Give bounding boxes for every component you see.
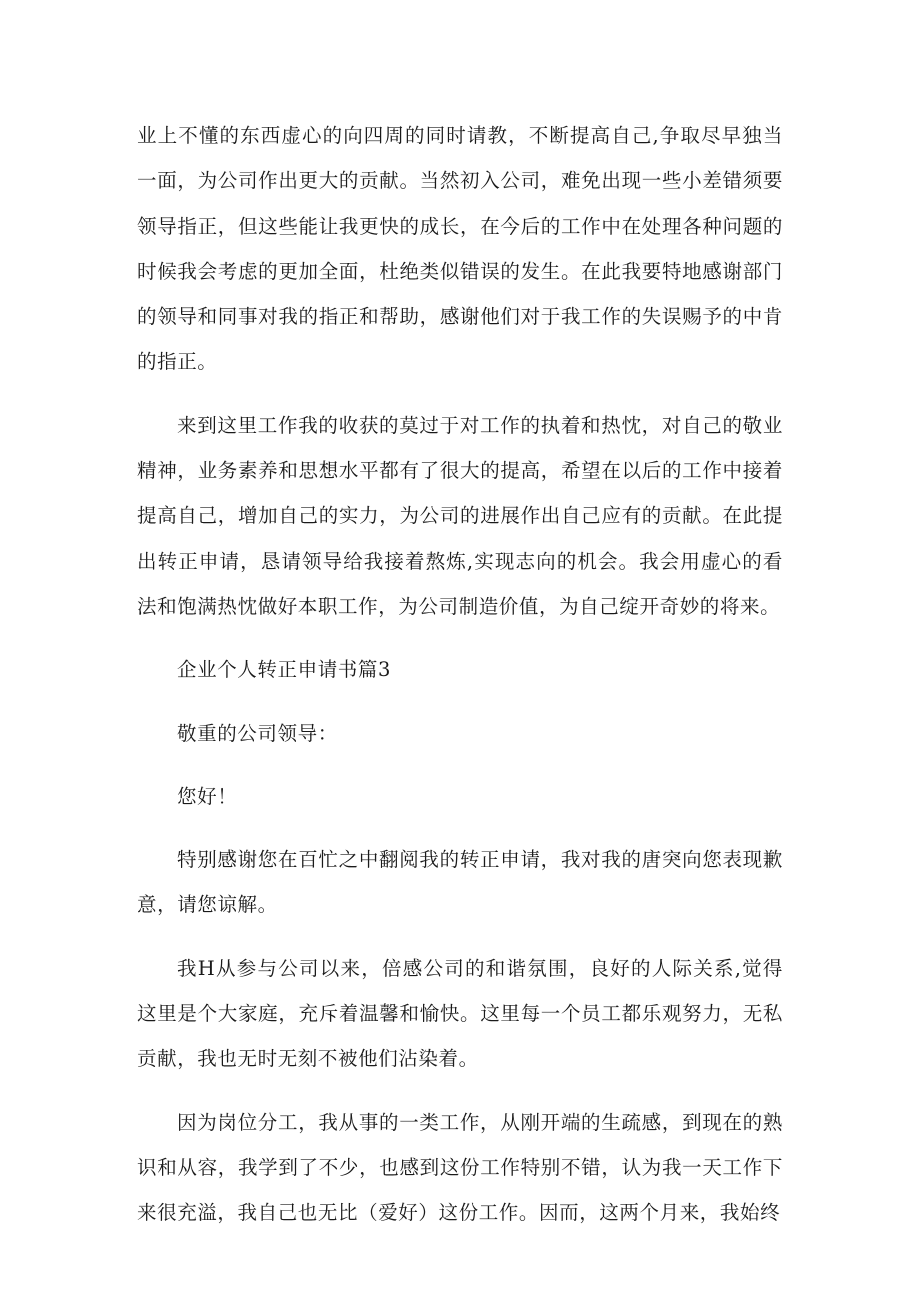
paragraph-thanks: 特别感谢您在百忙之中翻阅我的转正申请，我对我的唐突向您表现歉意，请您谅解。	[137, 848, 783, 917]
paragraph-continuation: 业上不懂的东西虚心的向四周的同时请教，不断提高自己,争取尽早独当一面，为公司作出更大的贡献。当然初入公司，难免出现一些小差错须要领导指正，但这些能让我更快的成长，在今后的工作中在处理各种问题的时候我会考虑的更加全面，杜绝类似错误的发生。在此我要特地感谢部门的领导和同事对我的指正和帮助，感谢他们对于我工作的失误赐予的中肯的指正。	[137, 124, 783, 374]
paragraph-gains: 来到这里工作我的收获的莫过于对工作的执着和热忱，对自己的敬业精神，业务素养和思想水平都有了很大的提高，希望在以后的工作中接着提高自己，增加自己的实力，为公司的进展作出自己应有的贡献。在此提出转正申请，恳请领导给我接着熬炼,实现志向的机会。我会用虚心的看法和饱满热忱做好本职工作，为公司制造价值，为自己绽开奇妙的将来。	[137, 413, 783, 618]
greeting: 您好！	[177, 784, 238, 808]
paragraph-work: 因为岗位分工，我从事的一类工作，从刚开端的生疏感，到现在的熟识和从容，我学到了不少，也感到这份工作特别不错，认为我一天工作下来很充溢，我自己也无比（爱好）这份工作。因而，这两个月来，我始终	[137, 1110, 783, 1225]
section-heading: 企业个人转正申请书篇3	[177, 658, 392, 682]
document-body	[137, 113, 783, 1254]
salutation: 敬重的公司领导：	[177, 721, 338, 745]
paragraph-atmosphere: 我H从参与公司以来，倍感公司的和谐氛围，良好的人际关系,觉得这里是个大家庭，充斥着温馨和愉快。这里每一个员工都乐观努力，无私贡献，我也无时无刻不被他们沾染着。	[137, 956, 783, 1071]
